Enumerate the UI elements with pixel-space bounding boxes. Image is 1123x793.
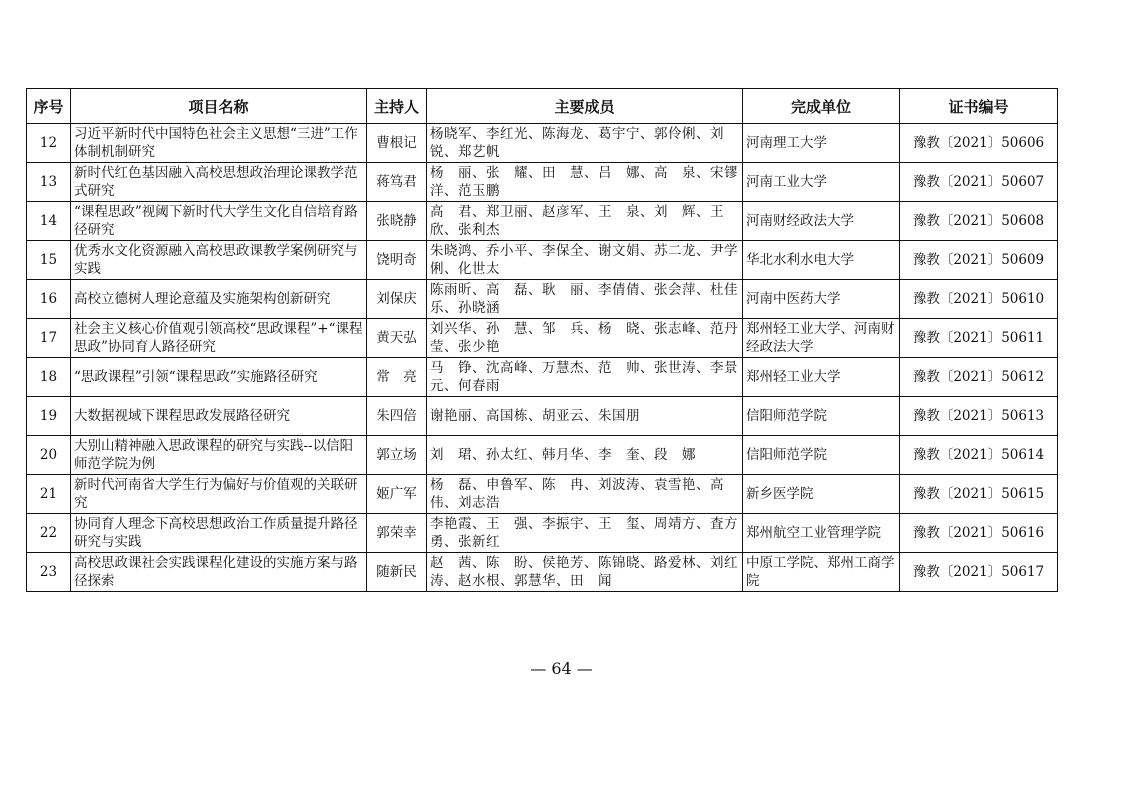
cell-certificate: 豫教〔2021〕50608 <box>900 202 1058 241</box>
table-row <box>27 241 1058 280</box>
cell-unit: 信阳师范学院 <box>743 436 900 475</box>
cell-certificate: 豫教〔2021〕50614 <box>900 436 1058 475</box>
header-host: 主持人 <box>367 89 427 124</box>
cell-project-name: 社会主义核心价值观引领高校“思政课程”+“课程思政”协同育人路径研究 <box>71 319 367 358</box>
cell-project-name: 新时代红色基因融入高校思想政治理论课教学范式研究 <box>71 163 367 202</box>
page-number: — 64 — <box>530 659 593 678</box>
cell-certificate: 豫教〔2021〕50609 <box>900 241 1058 280</box>
cell-serial: 22 <box>27 514 71 553</box>
table-row <box>27 280 1058 319</box>
cell-members: 李艳霞、王 强、李振宇、王 玺、周靖方、査方勇、张新红 <box>427 514 743 553</box>
header-serial: 序号 <box>27 89 71 124</box>
cell-certificate: 豫教〔2021〕50610 <box>900 280 1058 319</box>
cell-project-name: 优秀水文化资源融入高校思政课教学案例研究与实践 <box>71 241 367 280</box>
cell-members: 杨晓军、李红光、陈海龙、葛宇宁、郭伶俐、刘 锐、郑艺帆 <box>427 124 743 163</box>
table-row <box>27 436 1058 475</box>
cell-project-name: “思政课程”引领“课程思政”实施路径研究 <box>71 358 367 397</box>
cell-project-name: 大数据视域下课程思政发展路径研究 <box>71 397 367 436</box>
table-header <box>27 89 1058 124</box>
cell-host: 曹根记 <box>367 124 427 163</box>
cell-serial: 17 <box>27 319 71 358</box>
cell-unit: 信阳师范学院 <box>743 397 900 436</box>
cell-certificate: 豫教〔2021〕50612 <box>900 358 1058 397</box>
cell-project-name: 高校立德树人理论意蕴及实施架构创新研究 <box>71 280 367 319</box>
cell-host: 常 亮 <box>367 358 427 397</box>
cell-host: 朱四倍 <box>367 397 427 436</box>
cell-members: 杨 磊、申鲁军、陈 冉、刘波涛、袁雪艳、高 伟、刘志浩 <box>427 475 743 514</box>
award-table <box>26 88 1058 592</box>
table-row <box>27 163 1058 202</box>
cell-host: 蒋笃君 <box>367 163 427 202</box>
table-row <box>27 358 1058 397</box>
cell-host: 姬广军 <box>367 475 427 514</box>
table-row <box>27 202 1058 241</box>
cell-unit: 郑州轻工业大学 <box>743 358 900 397</box>
cell-serial: 14 <box>27 202 71 241</box>
cell-project-name: 大别山精神融入思政课程的研究与实践--以信阳师范学院为例 <box>71 436 367 475</box>
cell-project-name: 新时代河南省大学生行为偏好与价值观的关联研究 <box>71 475 367 514</box>
cell-certificate: 豫教〔2021〕50615 <box>900 475 1058 514</box>
cell-members: 赵 茜、陈 盼、侯艳芳、陈锦晓、路爱林、刘红涛、赵水根、郭慧华、田 闻 <box>427 553 743 592</box>
cell-members: 刘兴华、孙 慧、邹 兵、杨 晓、张志峰、范丹莹、张少艳 <box>427 319 743 358</box>
cell-certificate: 豫教〔2021〕50616 <box>900 514 1058 553</box>
table-row <box>27 514 1058 553</box>
cell-unit: 中原工学院、郑州工商学院 <box>743 553 900 592</box>
table-row <box>27 553 1058 592</box>
cell-serial: 20 <box>27 436 71 475</box>
cell-serial: 21 <box>27 475 71 514</box>
header-members: 主要成员 <box>427 89 743 124</box>
cell-serial: 12 <box>27 124 71 163</box>
table-row <box>27 475 1058 514</box>
cell-project-name: 协同育人理念下高校思想政治工作质量提升路径研究与实践 <box>71 514 367 553</box>
cell-members: 谢艳丽、高国栋、胡亚云、朱国朋 <box>427 397 743 436</box>
header-project-name: 项目名称 <box>71 89 367 124</box>
cell-certificate: 豫教〔2021〕50607 <box>900 163 1058 202</box>
cell-unit: 河南中医药大学 <box>743 280 900 319</box>
cell-serial: 13 <box>27 163 71 202</box>
cell-project-name: “课程思政”视阈下新时代大学生文化自信培育路径研究 <box>71 202 367 241</box>
cell-host: 郭立场 <box>367 436 427 475</box>
cell-members: 马 铮、沈高峰、万慧杰、范 帅、张世涛、李景元、何春雨 <box>427 358 743 397</box>
cell-unit: 河南工业大学 <box>743 163 900 202</box>
cell-certificate: 豫教〔2021〕50606 <box>900 124 1058 163</box>
cell-serial: 23 <box>27 553 71 592</box>
cell-host: 郭荣幸 <box>367 514 427 553</box>
header-unit: 完成单位 <box>743 89 900 124</box>
cell-members: 高 君、郑卫丽、赵彦军、王 泉、刘 辉、王 欣、张利杰 <box>427 202 743 241</box>
cell-unit: 河南理工大学 <box>743 124 900 163</box>
cell-unit: 郑州航空工业管理学院 <box>743 514 900 553</box>
cell-serial: 18 <box>27 358 71 397</box>
cell-project-name: 习近平新时代中国特色社会主义思想“三进”工作体制机制研究 <box>71 124 367 163</box>
cell-project-name: 高校思政课社会实践课程化建设的实施方案与路径探索 <box>71 553 367 592</box>
cell-serial: 15 <box>27 241 71 280</box>
cell-members: 朱晓鸿、乔小平、李保全、谢文娟、苏二龙、尹学俐、化世太 <box>427 241 743 280</box>
table-row <box>27 397 1058 436</box>
table-body <box>27 124 1058 592</box>
cell-certificate: 豫教〔2021〕50613 <box>900 397 1058 436</box>
cell-unit: 郑州轻工业大学、河南财经政法大学 <box>743 319 900 358</box>
cell-members: 刘 珺、孙太红、韩月华、李 奎、段 娜 <box>427 436 743 475</box>
header-certificate: 证书编号 <box>900 89 1058 124</box>
cell-unit: 新乡医学院 <box>743 475 900 514</box>
cell-serial: 19 <box>27 397 71 436</box>
header-row <box>27 89 1058 124</box>
cell-unit: 河南财经政法大学 <box>743 202 900 241</box>
cell-serial: 16 <box>27 280 71 319</box>
cell-certificate: 豫教〔2021〕50617 <box>900 553 1058 592</box>
table-row <box>27 124 1058 163</box>
cell-host: 刘保庆 <box>367 280 427 319</box>
cell-host: 黄天弘 <box>367 319 427 358</box>
cell-certificate: 豫教〔2021〕50611 <box>900 319 1058 358</box>
table-row <box>27 319 1058 358</box>
cell-members: 陈雨昕、高 磊、耿 丽、李倩倩、张会萍、杜佳乐、孙晓涵 <box>427 280 743 319</box>
cell-unit: 华北水利水电大学 <box>743 241 900 280</box>
cell-host: 饶明奇 <box>367 241 427 280</box>
cell-host: 张晓静 <box>367 202 427 241</box>
cell-members: 杨 丽、张 耀、田 慧、吕 娜、高 泉、宋镠洋、范玉鹏 <box>427 163 743 202</box>
cell-host: 随新民 <box>367 553 427 592</box>
